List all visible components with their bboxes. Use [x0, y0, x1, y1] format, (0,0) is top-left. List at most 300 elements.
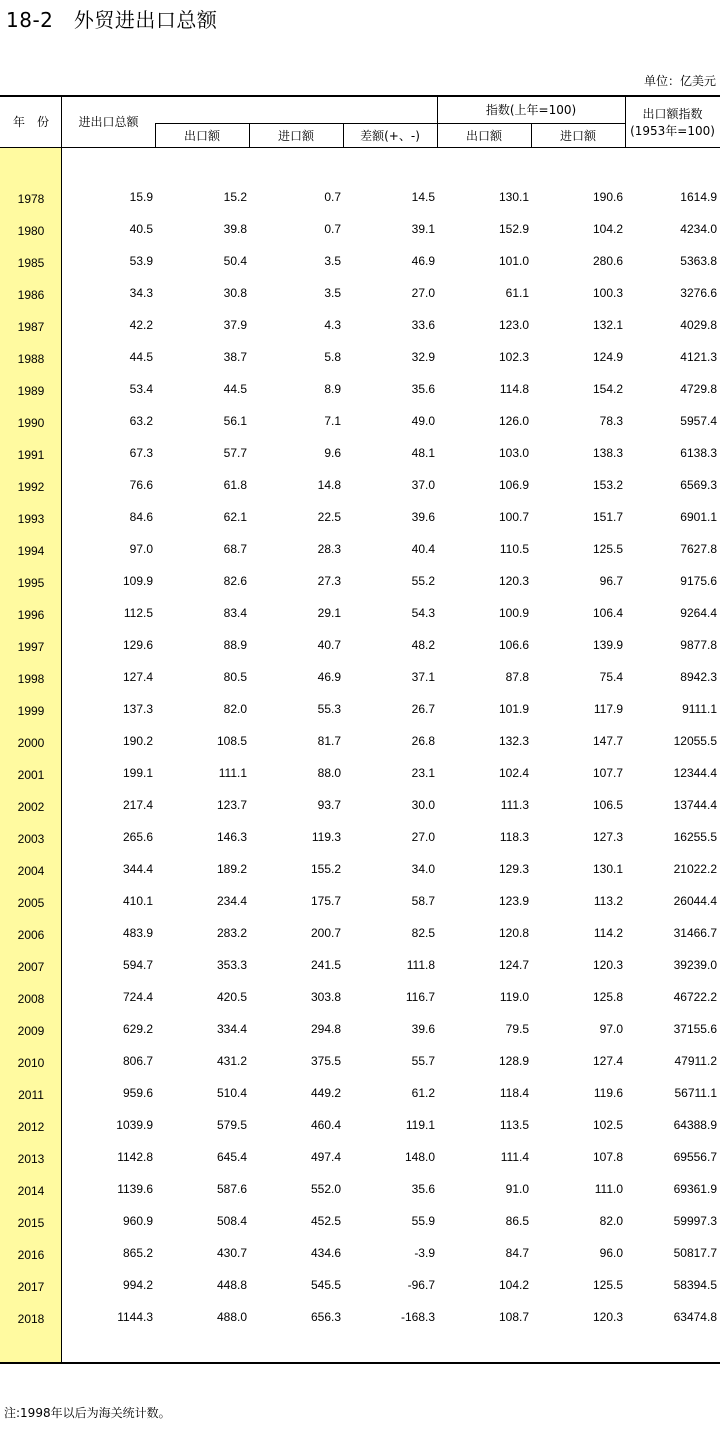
table-row [0, 1013, 720, 1045]
cell-index-export: 120.8 [498, 926, 529, 940]
cell-total: 53.9 [129, 254, 153, 268]
cell-index-import: 107.8 [592, 1150, 623, 1164]
cell-balance: 54.3 [411, 606, 435, 620]
cell-index-export: 100.9 [498, 606, 529, 620]
cell-index-import: 96.0 [599, 1246, 623, 1260]
cell-total: 410.1 [122, 894, 153, 908]
table-row [0, 885, 720, 917]
cell-import: 3.5 [324, 286, 341, 300]
cell-export: 645.4 [216, 1150, 247, 1164]
cell-index-export: 87.8 [505, 670, 529, 684]
cell-total: 40.5 [129, 222, 153, 236]
cell-year: 1999 [17, 704, 45, 718]
cell-export: 431.2 [216, 1054, 247, 1068]
cell-index-export: 118.4 [499, 1086, 529, 1100]
cell-export-index: 39239.0 [673, 958, 717, 972]
cell-total: 84.6 [129, 510, 153, 524]
cell-export: 62.1 [223, 510, 247, 524]
cell-total: 199.1 [122, 766, 153, 780]
cell-balance: 111.8 [406, 958, 435, 972]
cell-year: 1991 [17, 448, 45, 462]
cell-total: 629.2 [122, 1022, 153, 1036]
cell-year: 2017 [17, 1280, 45, 1294]
cell-import: 93.7 [317, 798, 341, 812]
cell-export: 420.5 [216, 990, 247, 1004]
cell-export: 334.4 [216, 1022, 247, 1036]
table-row [0, 917, 720, 949]
cell-total: 129.6 [122, 638, 153, 652]
cell-balance: 58.7 [411, 894, 435, 908]
cell-balance: 55.7 [411, 1054, 435, 1068]
cell-total: 1144.3 [117, 1310, 153, 1324]
cell-total: 63.2 [129, 414, 153, 428]
cell-export: 68.7 [223, 542, 247, 556]
cell-index-export: 130.1 [498, 190, 529, 204]
cell-balance: 33.6 [411, 318, 435, 332]
table-row [0, 245, 720, 277]
table-row [0, 853, 720, 885]
cell-index-import: 97.0 [599, 1022, 623, 1036]
cell-balance: 27.0 [411, 830, 435, 844]
cell-index-import: 100.3 [592, 286, 623, 300]
cell-export-index: 21022.2 [673, 862, 717, 876]
cell-import: 29.1 [317, 606, 341, 620]
cell-index-export: 119.0 [499, 990, 529, 1004]
cell-import: 3.5 [324, 254, 341, 268]
cell-total: 1039.9 [116, 1118, 153, 1132]
cell-total: 994.2 [122, 1278, 153, 1292]
cell-total: 344.4 [122, 862, 153, 876]
cell-export-index: 6138.3 [680, 446, 717, 460]
cell-import: 375.5 [310, 1054, 341, 1068]
cell-index-import: 114.2 [593, 926, 623, 940]
table-row [0, 597, 720, 629]
cell-export-index: 6901.1 [680, 510, 717, 524]
table-row [0, 1269, 720, 1301]
cell-index-import: 124.9 [592, 350, 623, 364]
cell-export: 39.8 [223, 222, 247, 236]
cell-balance: 26.8 [411, 734, 435, 748]
cell-year: 1992 [17, 480, 45, 494]
cell-index-import: 106.4 [592, 606, 623, 620]
cell-export-index: 16255.5 [673, 830, 717, 844]
cell-export: 579.5 [216, 1118, 247, 1132]
table-row [0, 341, 720, 373]
cell-import: 449.2 [310, 1086, 341, 1100]
table-row [0, 469, 720, 501]
cell-import: 55.3 [317, 702, 341, 716]
cell-total: 806.7 [122, 1054, 153, 1068]
cell-balance: 23.1 [411, 766, 435, 780]
cell-import: 452.5 [310, 1214, 341, 1228]
cell-export: 37.9 [223, 318, 247, 332]
table-row [0, 949, 720, 981]
table-row [0, 725, 720, 757]
cell-year: 2009 [17, 1024, 45, 1038]
cell-index-export: 101.9 [498, 702, 529, 716]
cell-export: 80.5 [223, 670, 247, 684]
table-row [0, 1205, 720, 1237]
header-export: 出口额 [183, 129, 220, 144]
header-index-export: 出口额 [465, 129, 502, 144]
cell-total: 76.6 [129, 478, 153, 492]
cell-export-index: 26044.4 [673, 894, 717, 908]
cell-total: 137.3 [122, 702, 153, 716]
cell-export-index: 37155.6 [673, 1022, 717, 1036]
cell-export-index: 63474.8 [673, 1310, 717, 1324]
cell-export-index: 5363.8 [680, 254, 717, 268]
cell-export: 448.8 [216, 1278, 247, 1292]
table-row [0, 373, 720, 405]
header-index-import: 进口额 [559, 129, 596, 144]
cell-import: 7.1 [324, 414, 341, 428]
cell-export-index: 58394.5 [673, 1278, 717, 1292]
cell-export-index: 9877.8 [680, 638, 717, 652]
cell-balance: -168.3 [400, 1310, 435, 1324]
cell-export: 82.0 [223, 702, 247, 716]
cell-import: 8.9 [324, 382, 341, 396]
cell-index-export: 111.4 [500, 1150, 529, 1164]
table-row [0, 1237, 720, 1269]
cell-export: 123.7 [216, 798, 247, 812]
table-row [0, 437, 720, 469]
cell-import: 0.7 [324, 222, 341, 236]
cell-year: 2000 [17, 736, 45, 750]
cell-index-import: 190.6 [592, 190, 623, 204]
table-row [0, 789, 720, 821]
cell-index-export: 102.4 [498, 766, 529, 780]
cell-import: 241.5 [310, 958, 341, 972]
cell-index-import: 153.2 [592, 478, 623, 492]
cell-export-index: 69556.7 [673, 1150, 717, 1164]
cell-index-export: 118.3 [499, 830, 529, 844]
cell-import: 28.3 [317, 542, 341, 556]
cell-year: 2001 [17, 768, 45, 782]
cell-import: 14.8 [317, 478, 341, 492]
header-index-group: 指数(上年=100) [485, 102, 577, 117]
cell-total: 127.4 [122, 670, 153, 684]
cell-export-index: 46722.2 [673, 990, 717, 1004]
table-row [0, 1109, 720, 1141]
cell-index-import: 102.5 [592, 1118, 623, 1132]
cell-export: 111.1 [218, 766, 247, 780]
cell-import: 434.6 [310, 1246, 341, 1260]
cell-balance: 55.2 [411, 574, 435, 588]
cell-year: 2002 [17, 800, 45, 814]
cell-balance: -3.9 [414, 1246, 435, 1260]
cell-balance: 82.5 [411, 926, 435, 940]
cell-total: 1139.6 [117, 1182, 153, 1196]
cell-export-index: 4029.8 [680, 318, 717, 332]
cell-index-import: 138.3 [592, 446, 623, 460]
table-row [0, 1045, 720, 1077]
cell-year: 1985 [17, 256, 45, 270]
table-row [0, 821, 720, 853]
cell-total: 109.9 [122, 574, 153, 588]
table-row [0, 213, 720, 245]
cell-year: 1986 [17, 288, 45, 302]
table-row [0, 565, 720, 597]
cell-index-import: 125.5 [592, 542, 623, 556]
cell-index-import: 127.3 [592, 830, 623, 844]
cell-total: 217.4 [122, 798, 153, 812]
cell-total: 865.2 [122, 1246, 153, 1260]
cell-year: 1988 [17, 352, 45, 366]
header-balance: 差额(+、-) [360, 129, 420, 144]
cell-index-import: 280.6 [592, 254, 623, 268]
cell-import: 4.3 [324, 318, 341, 332]
cell-export-index: 1614.9 [680, 190, 717, 204]
cell-index-import: 120.3 [592, 958, 623, 972]
cell-index-export: 120.3 [498, 574, 529, 588]
cell-year: 2007 [17, 960, 45, 974]
cell-index-import: 151.7 [592, 510, 623, 524]
cell-index-export: 106.6 [498, 638, 529, 652]
cell-import: 9.6 [324, 446, 341, 460]
cell-year: 1998 [17, 672, 45, 686]
cell-index-export: 126.0 [498, 414, 529, 428]
header-export-index-line1: 出口额指数 [642, 107, 703, 122]
cell-export: 57.7 [223, 446, 247, 460]
cell-import: 40.7 [317, 638, 341, 652]
cell-export: 56.1 [223, 414, 247, 428]
cell-year: 1980 [17, 224, 45, 238]
cell-export-index: 9175.6 [680, 574, 717, 588]
cell-index-export: 152.9 [498, 222, 529, 236]
cell-balance: 30.0 [411, 798, 435, 812]
cell-export-index: 9264.4 [680, 606, 717, 620]
cell-index-export: 86.5 [505, 1214, 529, 1228]
cell-year: 1993 [17, 512, 45, 526]
cell-index-export: 123.9 [498, 894, 529, 908]
cell-export-index: 7627.8 [680, 542, 717, 556]
cell-index-import: 96.7 [599, 574, 623, 588]
cell-balance: 61.2 [411, 1086, 435, 1100]
cell-year: 2015 [17, 1216, 45, 1230]
cell-export: 508.4 [216, 1214, 247, 1228]
header-export-index [625, 97, 720, 148]
cell-year: 1994 [17, 544, 45, 558]
cell-import: 200.7 [310, 926, 341, 940]
table-row [0, 1301, 720, 1333]
cell-import: 303.8 [310, 990, 341, 1004]
cell-index-import: 132.1 [592, 318, 623, 332]
cell-import: 27.3 [317, 574, 341, 588]
cell-export-index: 12055.5 [673, 734, 717, 748]
cell-export: 283.2 [216, 926, 247, 940]
cell-year: 2004 [17, 864, 45, 878]
cell-index-import: 107.7 [592, 766, 623, 780]
cell-total: 190.2 [122, 734, 153, 748]
cell-export-index: 5957.4 [680, 414, 717, 428]
cell-balance: 116.7 [405, 990, 435, 1004]
cell-export: 430.7 [216, 1246, 247, 1260]
cell-year: 2018 [17, 1312, 45, 1326]
cell-balance: 26.7 [411, 702, 435, 716]
cell-export-index: 13744.4 [673, 798, 717, 812]
cell-import: 81.7 [317, 734, 341, 748]
cell-index-import: 106.5 [592, 798, 623, 812]
cell-year: 2016 [17, 1248, 45, 1262]
cell-balance: 119.1 [405, 1118, 435, 1132]
table-row [0, 981, 720, 1013]
cell-export-index: 3276.6 [680, 286, 717, 300]
header-year: 年 份 [12, 115, 49, 130]
cell-import: 5.8 [324, 350, 341, 364]
cell-balance: 148.0 [404, 1150, 435, 1164]
header-total: 进出口总额 [78, 115, 139, 130]
cell-index-export: 128.9 [498, 1054, 529, 1068]
cell-index-export: 124.7 [498, 958, 529, 972]
cell-import: 155.2 [310, 862, 341, 876]
cell-index-import: 139.9 [592, 638, 623, 652]
cell-total: 594.7 [122, 958, 153, 972]
cell-export: 488.0 [216, 1310, 247, 1324]
cell-export-index: 59997.3 [673, 1214, 717, 1228]
cell-export-index: 12344.4 [673, 766, 717, 780]
cell-export: 108.5 [216, 734, 247, 748]
unit-label: 单位：亿美元 [643, 74, 716, 88]
table-row [0, 1141, 720, 1173]
footnote: 注:1998年以后为海关统计数。 [4, 1406, 171, 1420]
cell-total: 53.4 [129, 382, 153, 396]
cell-index-export: 110.5 [499, 542, 529, 556]
cell-export: 61.8 [223, 478, 247, 492]
cell-index-import: 113.2 [593, 894, 623, 908]
table-header [0, 95, 720, 148]
cell-year: 2011 [18, 1088, 44, 1102]
cell-year: 1990 [17, 416, 45, 430]
cell-balance: 39.6 [411, 1022, 435, 1036]
cell-index-import: 82.0 [599, 1214, 623, 1228]
cell-index-import: 75.4 [599, 670, 623, 684]
cell-index-export: 104.2 [498, 1278, 529, 1292]
cell-import: 545.5 [310, 1278, 341, 1292]
cell-index-export: 84.7 [505, 1246, 529, 1260]
cell-index-export: 102.3 [498, 350, 529, 364]
cell-year: 1996 [17, 608, 45, 622]
cell-balance: -96.7 [407, 1278, 435, 1292]
cell-export-index: 4121.3 [680, 350, 717, 364]
table-row [0, 629, 720, 661]
cell-total: 34.3 [129, 286, 153, 300]
cell-export: 510.4 [216, 1086, 247, 1100]
cell-export: 146.3 [216, 830, 247, 844]
table-row [0, 1173, 720, 1205]
cell-total: 265.6 [122, 830, 153, 844]
cell-index-import: 125.5 [592, 1278, 623, 1292]
cell-total: 112.5 [123, 606, 153, 620]
cell-index-import: 78.3 [599, 414, 623, 428]
cell-export: 15.2 [223, 190, 247, 204]
cell-balance: 39.6 [411, 510, 435, 524]
cell-index-export: 129.3 [498, 862, 529, 876]
cell-year: 2012 [17, 1120, 45, 1134]
cell-export: 83.4 [223, 606, 247, 620]
cell-import: 294.8 [310, 1022, 341, 1036]
cell-index-import: 130.1 [592, 862, 623, 876]
cell-import: 175.7 [310, 894, 341, 908]
cell-year: 1978 [17, 192, 45, 206]
cell-balance: 48.1 [411, 446, 435, 460]
cell-year: 1989 [17, 384, 45, 398]
cell-export-index: 8942.3 [680, 670, 717, 684]
cell-total: 67.3 [129, 446, 153, 460]
cell-year: 2008 [17, 992, 45, 1006]
cell-balance: 39.1 [411, 222, 435, 236]
cell-export: 50.4 [223, 254, 247, 268]
cell-year: 1997 [17, 640, 45, 654]
cell-balance: 46.9 [411, 254, 435, 268]
cell-index-export: 100.7 [498, 510, 529, 524]
cell-total: 44.5 [129, 350, 153, 364]
cell-year: 2003 [17, 832, 45, 846]
cell-import: 460.4 [310, 1118, 341, 1132]
cell-total: 960.9 [122, 1214, 153, 1228]
cell-balance: 34.0 [411, 862, 435, 876]
cell-index-export: 91.0 [505, 1182, 529, 1196]
cell-index-import: 120.3 [592, 1310, 623, 1324]
table-row [0, 277, 720, 309]
cell-index-import: 147.7 [592, 734, 623, 748]
cell-import: 0.7 [324, 190, 341, 204]
header-import: 进口额 [277, 129, 314, 144]
cell-export: 38.7 [223, 350, 247, 364]
cell-balance: 55.9 [411, 1214, 435, 1228]
cell-export-index: 4234.0 [680, 222, 717, 236]
cell-export: 82.6 [223, 574, 247, 588]
cell-total: 483.9 [122, 926, 153, 940]
cell-export: 587.6 [216, 1182, 247, 1196]
cell-balance: 32.9 [411, 350, 435, 364]
cell-export-index: 47911.2 [674, 1054, 717, 1068]
cell-balance: 49.0 [411, 414, 435, 428]
cell-index-export: 106.9 [498, 478, 529, 492]
cell-total: 97.0 [129, 542, 153, 556]
cell-total: 1142.8 [117, 1150, 153, 1164]
cell-balance: 35.6 [411, 1182, 435, 1196]
cell-balance: 14.5 [411, 190, 435, 204]
cell-export: 44.5 [223, 382, 247, 396]
table-row [0, 533, 720, 565]
cell-year: 1987 [17, 320, 45, 334]
cell-export-index: 4729.8 [680, 382, 717, 396]
cell-export: 234.4 [216, 894, 247, 908]
cell-export-index: 50817.7 [673, 1246, 717, 1260]
cell-index-import: 125.8 [592, 990, 623, 1004]
cell-balance: 35.6 [411, 382, 435, 396]
cell-index-export: 108.7 [498, 1310, 529, 1324]
cell-export: 189.2 [216, 862, 247, 876]
cell-year: 2014 [17, 1184, 45, 1198]
table-bottom-rule [0, 1362, 720, 1364]
cell-total: 42.2 [129, 318, 153, 332]
cell-export: 30.8 [223, 286, 247, 300]
page-title: 18-2 外贸进出口总额 [6, 8, 218, 32]
cell-export-index: 9111.1 [682, 702, 717, 716]
cell-index-import: 127.4 [592, 1054, 623, 1068]
table-row [0, 405, 720, 437]
cell-total: 15.9 [129, 190, 153, 204]
cell-export: 353.3 [216, 958, 247, 972]
cell-index-export: 111.3 [500, 798, 529, 812]
cell-index-export: 123.0 [498, 318, 529, 332]
cell-index-export: 113.5 [499, 1118, 529, 1132]
cell-index-import: 104.2 [592, 222, 623, 236]
cell-year: 2010 [17, 1056, 45, 1070]
cell-export-index: 31466.7 [673, 926, 717, 940]
cell-import: 46.9 [317, 670, 341, 684]
